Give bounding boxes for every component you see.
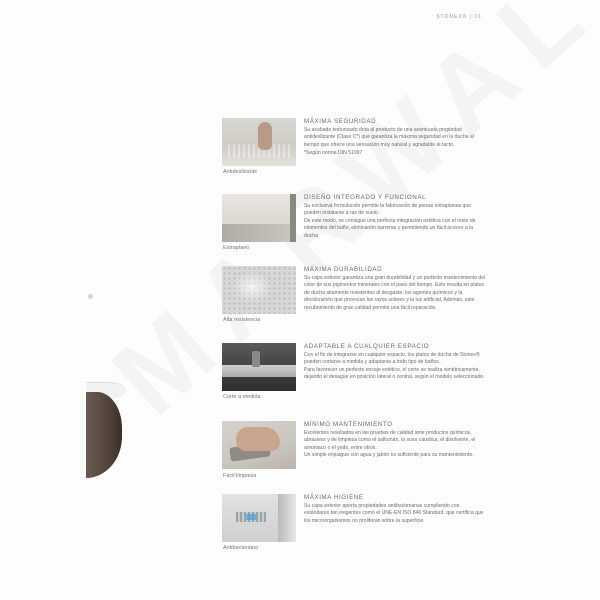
feature-title: MÁXIMA SEGURIDAD [304,118,377,125]
page-header-tag: STONEX® | 01 [436,14,482,20]
feature-description: Su capa exterior garantiza una gran durabilidad y un perfecto mantenimiento del color de sus pigmentos minerales con el paso del tiempo. Esto resulta en platos de ducha altamente resistentes al desgaste, los agentes químicos y la decoloración que provocan los rayos solares y la luz artificial. Además, este recubrimiento de gran calidad permite una fácil reparación. [304,275,486,311]
feature-description: Con el fin de integrarse en cualquier espacio, los platos de ducha de Stonex® pueden cortarse a medida y adaptarse a todo tipo de baños. Para favorecer un perfecto encaje estético, el corte se realiza simétricamente, dejando el desagüe en posición lateral o central, según el modelo seleccionado. [304,352,485,381]
hand-wiping-surface-icon [222,421,296,469]
feature-description: Su capa exterior aporta propiedades antibacterianas cumpliendo con estándares tan exigentes como el UNE-EN ISO 846 Standard, que certifica que los microorganismos no proliferan sobre la superficie. [304,503,484,524]
decorative-dot [88,294,93,299]
bathtub-image [86,392,122,478]
feature-title: ADAPTABLE A CUALQUIER ESPACIO [304,343,430,350]
feature-footnote: *Según norma DIN 51097 [304,150,363,157]
shower-drain-icon [222,494,296,542]
flush-shower-floor-icon [222,194,296,242]
feature-caption: Antibacteriano [223,545,259,551]
feature-caption: Extraplano [223,245,250,251]
feature-description: Excelentes resultados en las pruebas de calidad ante productos químicos, abrasivos y de limpieza como el salfumán, la sosa cáustica, el disolvente, el amoniaco o el yodo, entre otros. Un simple enjuague con agua y jabón es suficiente para su mantenimiento. [304,430,476,459]
feature-caption: Antideslizante [223,169,258,175]
cutting-tool-icon [222,343,296,391]
feature-title: MÁXIMA DURABILIDAD [304,266,383,273]
feature-caption: Fácil limpieza [223,473,257,479]
textured-surface-closeup-icon [222,266,296,314]
feature-title: MÁXIMA HIGIENE [304,494,364,501]
feature-description: Su acabado texturizado dota al producto de una acentuada propiedad antideslizante (Clase C*) que garantiza la máxima seguridad en la ducha al tiempo que ofrece una sensación muy natural y agradable al tacto. *Según norma DIN 51097 [304,127,486,158]
feature-caption: Alta resistencia [223,317,261,323]
feature-title: MÍNIMO MANTENIMIENTO [304,421,393,428]
feature-description: Su exclusiva formulación permite la fabricación de piezas extraplanas que pueden instalarse a ras de suelo. De este modo, se consigue una perfecta integración estética con el resto de elementos del baño, eliminando barreras y permitiendo un fácil acceso a la ducha. [304,203,476,239]
feature-title: DISEÑO INTEGRADO Y FUNCIONAL [304,194,427,201]
feature-caption: Corte a medida [223,394,261,400]
foot-on-textured-surface-icon [222,118,296,166]
